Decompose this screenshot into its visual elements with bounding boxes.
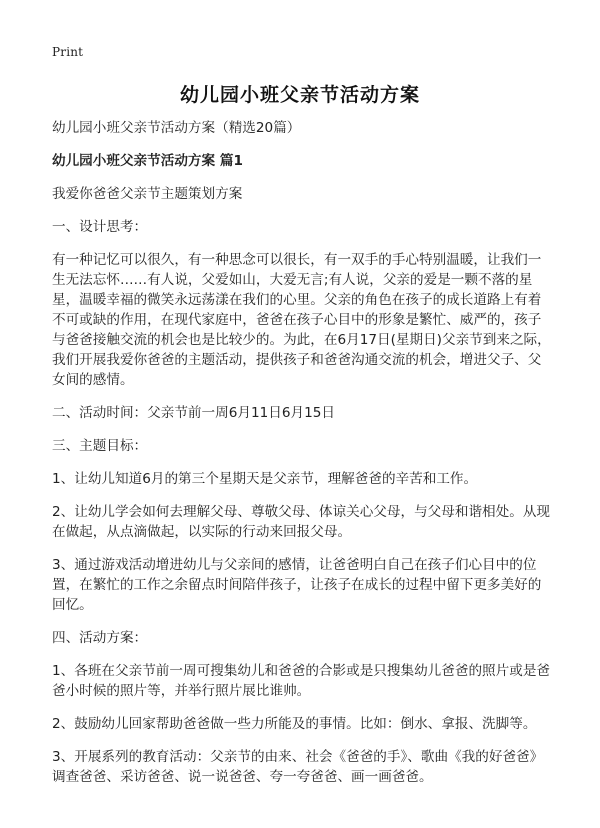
goal-item-1: 1、让幼儿知道6月的第三个星期天是父亲节，理解爸爸的辛苦和工作。: [52, 471, 478, 487]
heading-design-thinking: 一、设计思考：: [52, 219, 148, 235]
paragraph-design-thinking: 有一种记忆可以很久，有一种思念可以很长，有一双手的手心特别温暖，让我们一生无法忘怀……有人说，父爱如山，大爱无言;有人说，父亲的爱是一颗不落的星星，温暖幸福的微笑永远荡漾在我们的心里。父亲的角色在孩子的成长道路上有着不可或缺的作用，在现代家庭中，爸爸在孩子心目中的形象是繁忙、威严的，孩子与爸爸接触交流的机会也是比较少的。为此，在6月17日(星期日)父亲节到来之际，我们开展我爱你爸爸的主题活动，提供孩子和爸爸沟通交流的机会，增进父子、父女间的感情。: [52, 252, 551, 388]
document-subtitle: 幼儿园小班父亲节活动方案（精选20篇）: [52, 120, 301, 136]
plan-item-3: 3、开展系列的教育活动：父亲节的由来、社会《爸爸的手》、歌曲《我的好爸爸》调查爸爸、采访爸爸、说一说爸爸、夸一夸爸爸、画一画爸爸。: [52, 749, 544, 785]
heading-activity-time: 二、活动时间：父亲节前一周6月11日6月15日: [52, 405, 335, 421]
print-link[interactable]: Print: [52, 45, 84, 59]
goal-item-2: 2、让幼儿学会如何去理解父母、尊敬父母、体谅关心父母，与父母和谐相处。从现在做起，从点滴做起，以实际的行动来回报父母。: [52, 504, 551, 540]
goal-item-3: 3、通过游戏活动增进幼儿与父亲间的感情，让爸爸明白自己在孩子们心目中的位置，在繁忙的工作之余留点时间陪伴孩子，让孩子在成长的过程中留下更多美好的回忆。: [52, 557, 542, 613]
document-body: [52, 118, 552, 800]
heading-theme-goals: 三、主题目标：: [52, 438, 148, 454]
heading-activity-plan: 四、活动方案：: [52, 630, 148, 646]
plan-item-1: 1、各班在父亲节前一周可搜集幼儿和爸爸的合影或是只搜集幼儿爸爸的照片或是爸爸小时候的照片等，并举行照片展比谁帅。: [52, 663, 551, 699]
page-title: 幼儿园小班父亲节活动方案: [179, 84, 420, 106]
section-title: 幼儿园小班父亲节活动方案 篇1: [52, 153, 243, 169]
plan-item-2: 2、鼓励幼儿回家帮助爸爸做一些力所能及的事情。比如：倒水、拿报、洗脚等。: [52, 716, 537, 732]
paragraph-theme: 我爱你爸爸父亲节主题策划方案: [52, 186, 243, 202]
